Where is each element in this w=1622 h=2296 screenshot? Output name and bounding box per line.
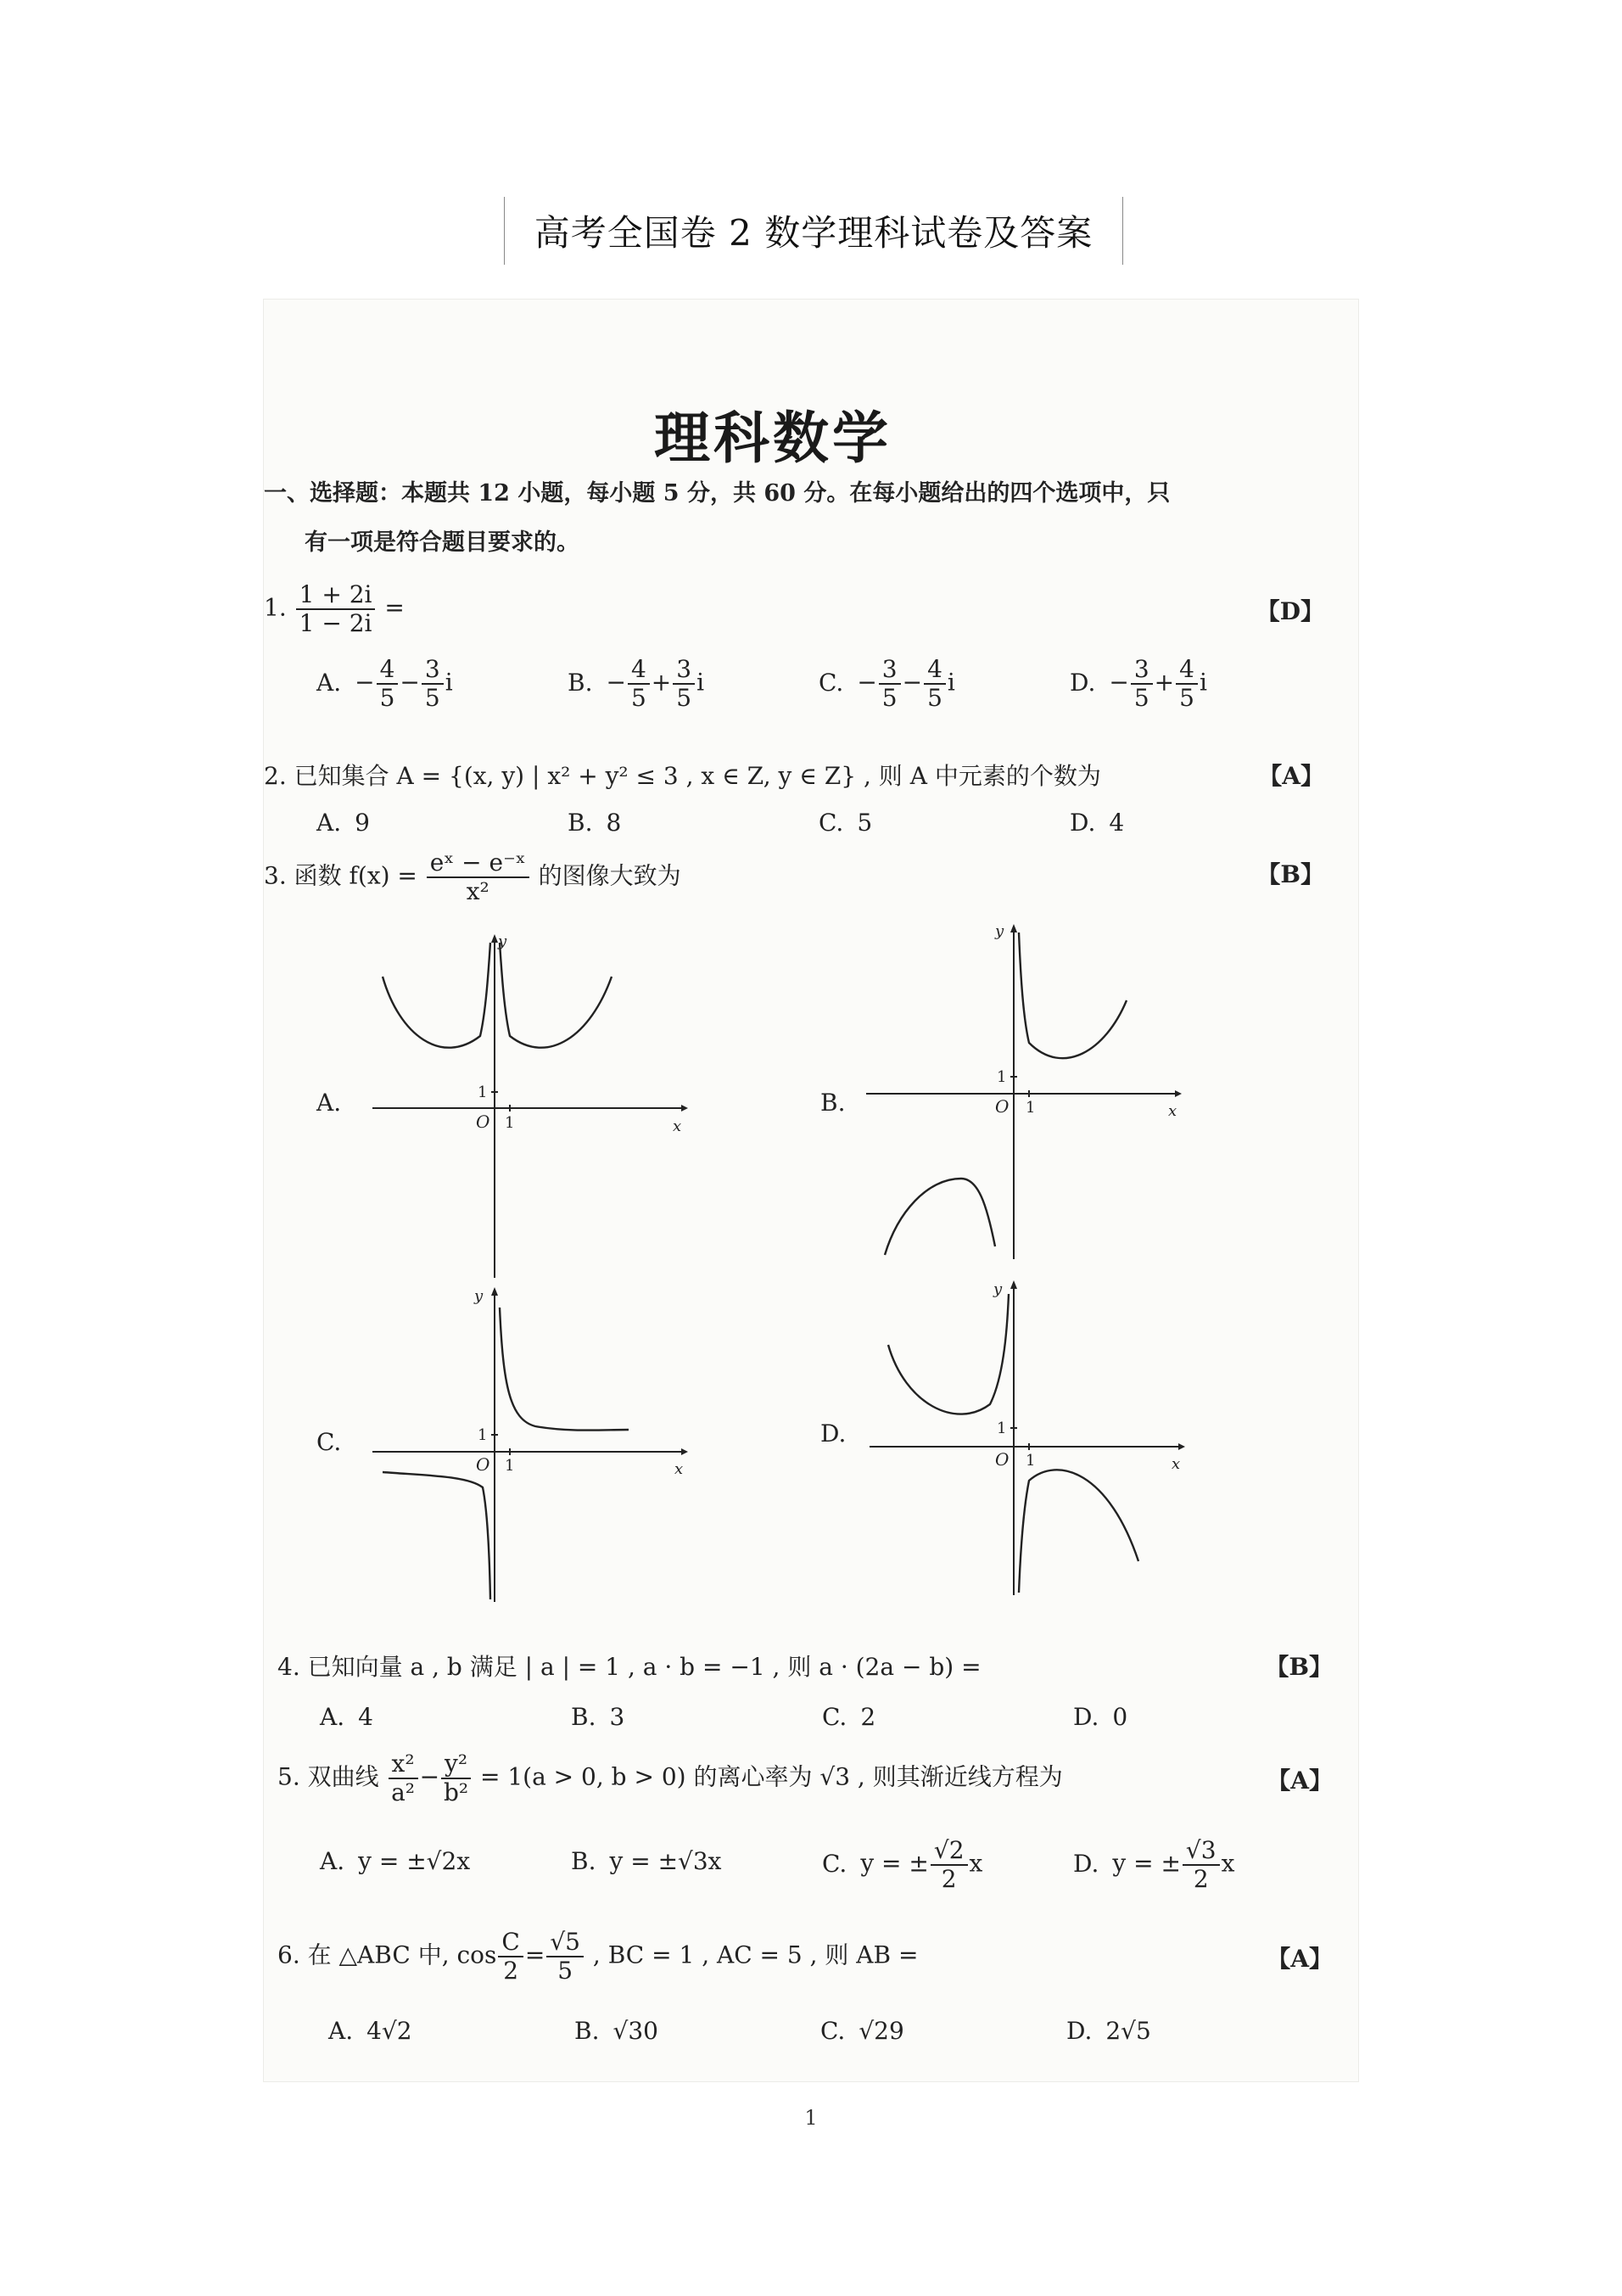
svg-text:x: x [674,1460,684,1478]
svg-text:O: O [995,1449,1010,1470]
exam-subject-title: 理科数学 [654,405,892,471]
q6-option-c: C. √29 [820,2017,904,2045]
q1-option-d: D. − $\frac{3}{5}$ + $\frac{4}{5}$ i [1070,655,1207,712]
svg-text:1: 1 [478,1426,488,1444]
q5-option-c: C. y = ± $\frac{√2}{2}$ x [822,1836,983,1893]
graph-b [859,924,1182,1263]
q4-options [320,1703,1338,1737]
q2-option-a: A. 9 [316,809,370,837]
q4-option-d: D. 0 [1073,1703,1128,1731]
svg-text:O: O [995,1096,1010,1117]
svg-text:1: 1 [478,1084,488,1101]
q5-option-d: D. y = ± $\frac{√3}{2}$ x [1073,1836,1235,1893]
graph-c [366,1284,688,1606]
svg-text:1: 1 [1026,1099,1036,1117]
svg-text:x: x [1168,1102,1177,1120]
answer-q5: 【A】 [1267,1767,1333,1795]
svg-text:y: y [993,1280,1003,1298]
answer-q6: 【A】 [1267,1945,1333,1973]
svg-text:1: 1 [997,1420,1007,1437]
svg-text:O: O [476,1454,490,1475]
question-2: 2. 已知集合 A = {(x, y) | x² + y² ≤ 3 , x ∈ Z, y ∈ Z} , 则 A 中元素的个数为 [264,762,1101,790]
answer-q1: 【D】 [1256,597,1324,625]
q6-option-b: B. √30 [574,2017,658,2045]
section-instructions [264,469,1333,568]
question-3: 3. 函数 f(x) = $\frac{\text{eˣ − e⁻ˣ}}{\text{x²}}$ 的图像大致为 [264,848,681,905]
q6-options [328,2017,1346,2051]
q2-option-c: C. 5 [819,809,873,837]
graph-c-label: C. [316,1428,342,1456]
svg-text:1: 1 [505,1114,515,1132]
svg-text:x: x [673,1117,682,1135]
q1-option-b: B. − $\frac{4}{5}$ + $\frac{3}{5}$ i [568,655,705,712]
q4-option-b: B. 3 [571,1703,625,1731]
page-number: 1 [804,2106,818,2130]
q1-options [316,656,1334,732]
q5-option-b: B. y = ±√3x [571,1847,722,1875]
scanned-exam-page [263,299,1359,2082]
svg-text:y: y [498,934,507,950]
svg-text:1: 1 [997,1068,1007,1086]
q6-option-a: A. 4√2 [328,2017,412,2045]
graph-d [863,1277,1185,1599]
answer-q2: 【A】 [1258,762,1324,790]
section-line-2: 有一项是符合题目要求的。 [305,529,579,556]
answer-q3: 【B】 [1256,860,1324,888]
svg-text:x: x [1172,1455,1181,1473]
svg-text:1: 1 [505,1457,515,1475]
svg-text:y: y [995,924,1004,940]
q4-option-a: A. 4 [320,1703,373,1731]
svg-text:y: y [474,1287,484,1305]
question-1: 1. $\frac{1 + 2i}{1 - 2i}$ = [264,580,405,637]
q2-options [316,809,1334,843]
svg-text:O: O [476,1112,490,1132]
section-line-1: 一、选择题：本题共 12 小题，每小题 5 分，共 60 分。在每小题给出的四个选项中，只 [264,480,1171,507]
graph-d-label: D. [820,1420,847,1448]
graph-b-label: B. [820,1089,846,1117]
q5-options [320,1837,1338,1905]
graph-a [366,934,688,1282]
q4-option-c: C. 2 [822,1703,876,1731]
q5-option-a: A. y = ±√2x [320,1847,471,1875]
svg-text:1: 1 [1026,1452,1036,1470]
question-4: 4. 已知向量 a , b 满足 | a | = 1 , a · b = −1 , 则 a · (2a − b) = [277,1653,982,1681]
q2-option-b: B. 8 [568,809,622,837]
q6-option-d: D. 2√5 [1066,2017,1151,2045]
q1-fraction: $\frac{1 + 2i}{1 - 2i}$ [296,581,376,637]
answer-q4: 【B】 [1265,1653,1333,1681]
question-5: 5. 双曲线 $\frac{\text{x²}}{\text{a²}}$ − $\frac{\text{y²}}{\text{b²}}$ = 1(a > 0, b > 0) 的离心率为 √3 , 则其渐近线方程为 [277,1750,1063,1806]
graph-a-label: A. [316,1089,342,1117]
q1-option-a: A. − $\frac{4}{5}$ − $\frac{3}{5}$ i [316,655,453,712]
document-title: 高考全国卷 2 数学理科试卷及答案 [504,197,1123,265]
question-6: 6. 在 △ABC 中, cos $\frac{C}{2}$ = $\frac{√5}{5}$ , BC = 1 , AC = 5 , 则 AB = [277,1928,919,1985]
q1-option-c: C. − $\frac{3}{5}$ − $\frac{4}{5}$ i [819,655,955,712]
question-number: 1. [264,593,287,622]
q2-option-d: D. 4 [1070,809,1125,837]
